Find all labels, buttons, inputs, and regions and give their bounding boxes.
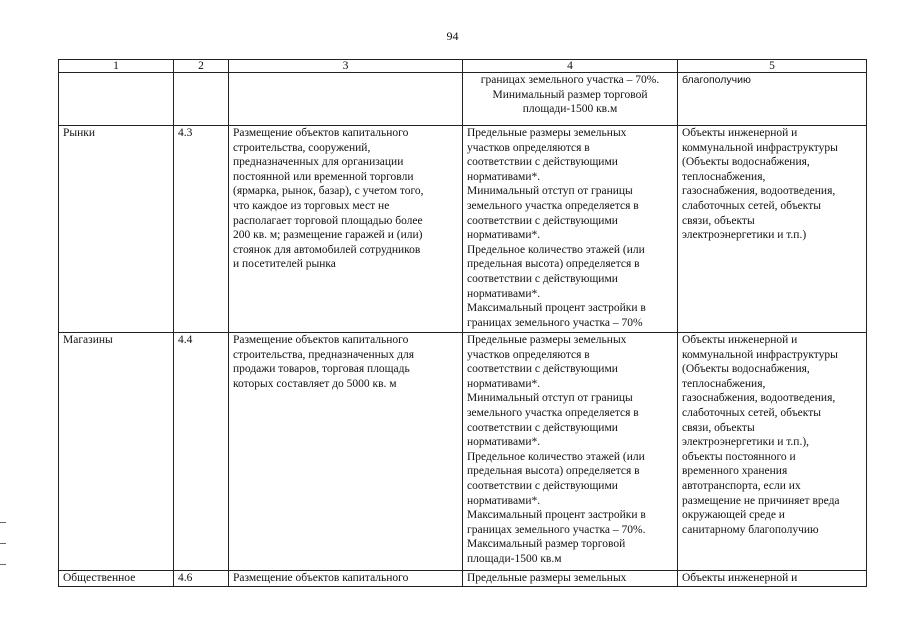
row-objects: благополучию [678,73,867,126]
header-col-3: 3 [229,60,463,73]
binding-mark [0,522,6,523]
row-code: 4.4 [174,333,229,571]
row-name [59,73,174,126]
binding-mark [0,564,6,565]
row-params: границах земельного участка – 70%. Минимальный размер торговой площади-1500 кв.м [463,73,678,126]
header-col-1: 1 [59,60,174,73]
row-name: Рынки [59,126,174,333]
header-col-4: 4 [463,60,678,73]
binding-mark [0,543,6,544]
table-row [59,333,867,571]
row-code: 4.6 [174,571,229,587]
row-code [174,73,229,126]
land-use-table [58,59,867,587]
binding-marks [0,522,8,585]
row-params: Предельные размеры земельных участков определяются в соответствии с действующими нормативами*. Минимальный отступ от границы земельного участка определяется в соответствии с действующими нормативами*. Предельное количество этажей (или предельная высота) определяется в соответствии с действующими нормативами*. Максимальный процент застройки в границах земельного участка – 70% [463,126,678,333]
row-code: 4.3 [174,126,229,333]
header-row [59,60,867,73]
row-params: Предельные размеры земельных участков определяются в соответствии с действующими нормативами*. Минимальный отступ от границы земельного участка определяется в соответствии с действующими нормативами*. Предельное количество этажей (или предельная высота) определяется в соответствии с действующими нормативами*. Максимальный процент застройки в границах земельного участка – 70%. Максимальный размер торговой площади-1500 кв.м [463,333,678,571]
page-number: 94 [446,29,459,43]
row-description: Размещение объектов капитального [229,571,463,587]
header-col-2: 2 [174,60,229,73]
table-row [59,126,867,333]
row-objects: Объекты инженерной и коммунальной инфраструктуры (Объекты водоснабжения, теплоснабжения, газоснабжения, водоотведения, слаботочных сетей, объекты связи, объекты электроэнергетики и т.п.) [678,126,867,333]
header-col-5: 5 [678,60,867,73]
row-name: Общественное [59,571,174,587]
row-description: Размещение объектов капитального строительства, сооружений, предназначенных для организации постоянной или временной торговли (ярмарка, рынок, базар), с учетом того, что каждое из торговых мест не располагает торговой площадью более 200 кв. м; размещение гаражей и (или) стоянок для автомобилей сотрудников и посетителей рынка [229,126,463,333]
row-description: Размещение объектов капитального строительства, предназначенных для продажи товаров, торговая площадь которых составляет до 5000 кв. м [229,333,463,571]
row-params: Предельные размеры земельных [463,571,678,587]
row-name: Магазины [59,333,174,571]
row-description [229,73,463,126]
row-objects: Объекты инженерной и коммунальной инфраструктуры (Объекты водоснабжения, теплоснабжения, газоснабжения, водоотведения, слаботочных сетей, объекты связи, объекты электроэнергетики и т.п.), объекты постоянного и временного хранения автотранспорта, если их размещение не причиняет вреда окружающей среде и санитарному благополучию [678,333,867,571]
table-row [59,73,867,126]
row-objects: Объекты инженерной и [678,571,867,587]
table-row [59,571,867,587]
